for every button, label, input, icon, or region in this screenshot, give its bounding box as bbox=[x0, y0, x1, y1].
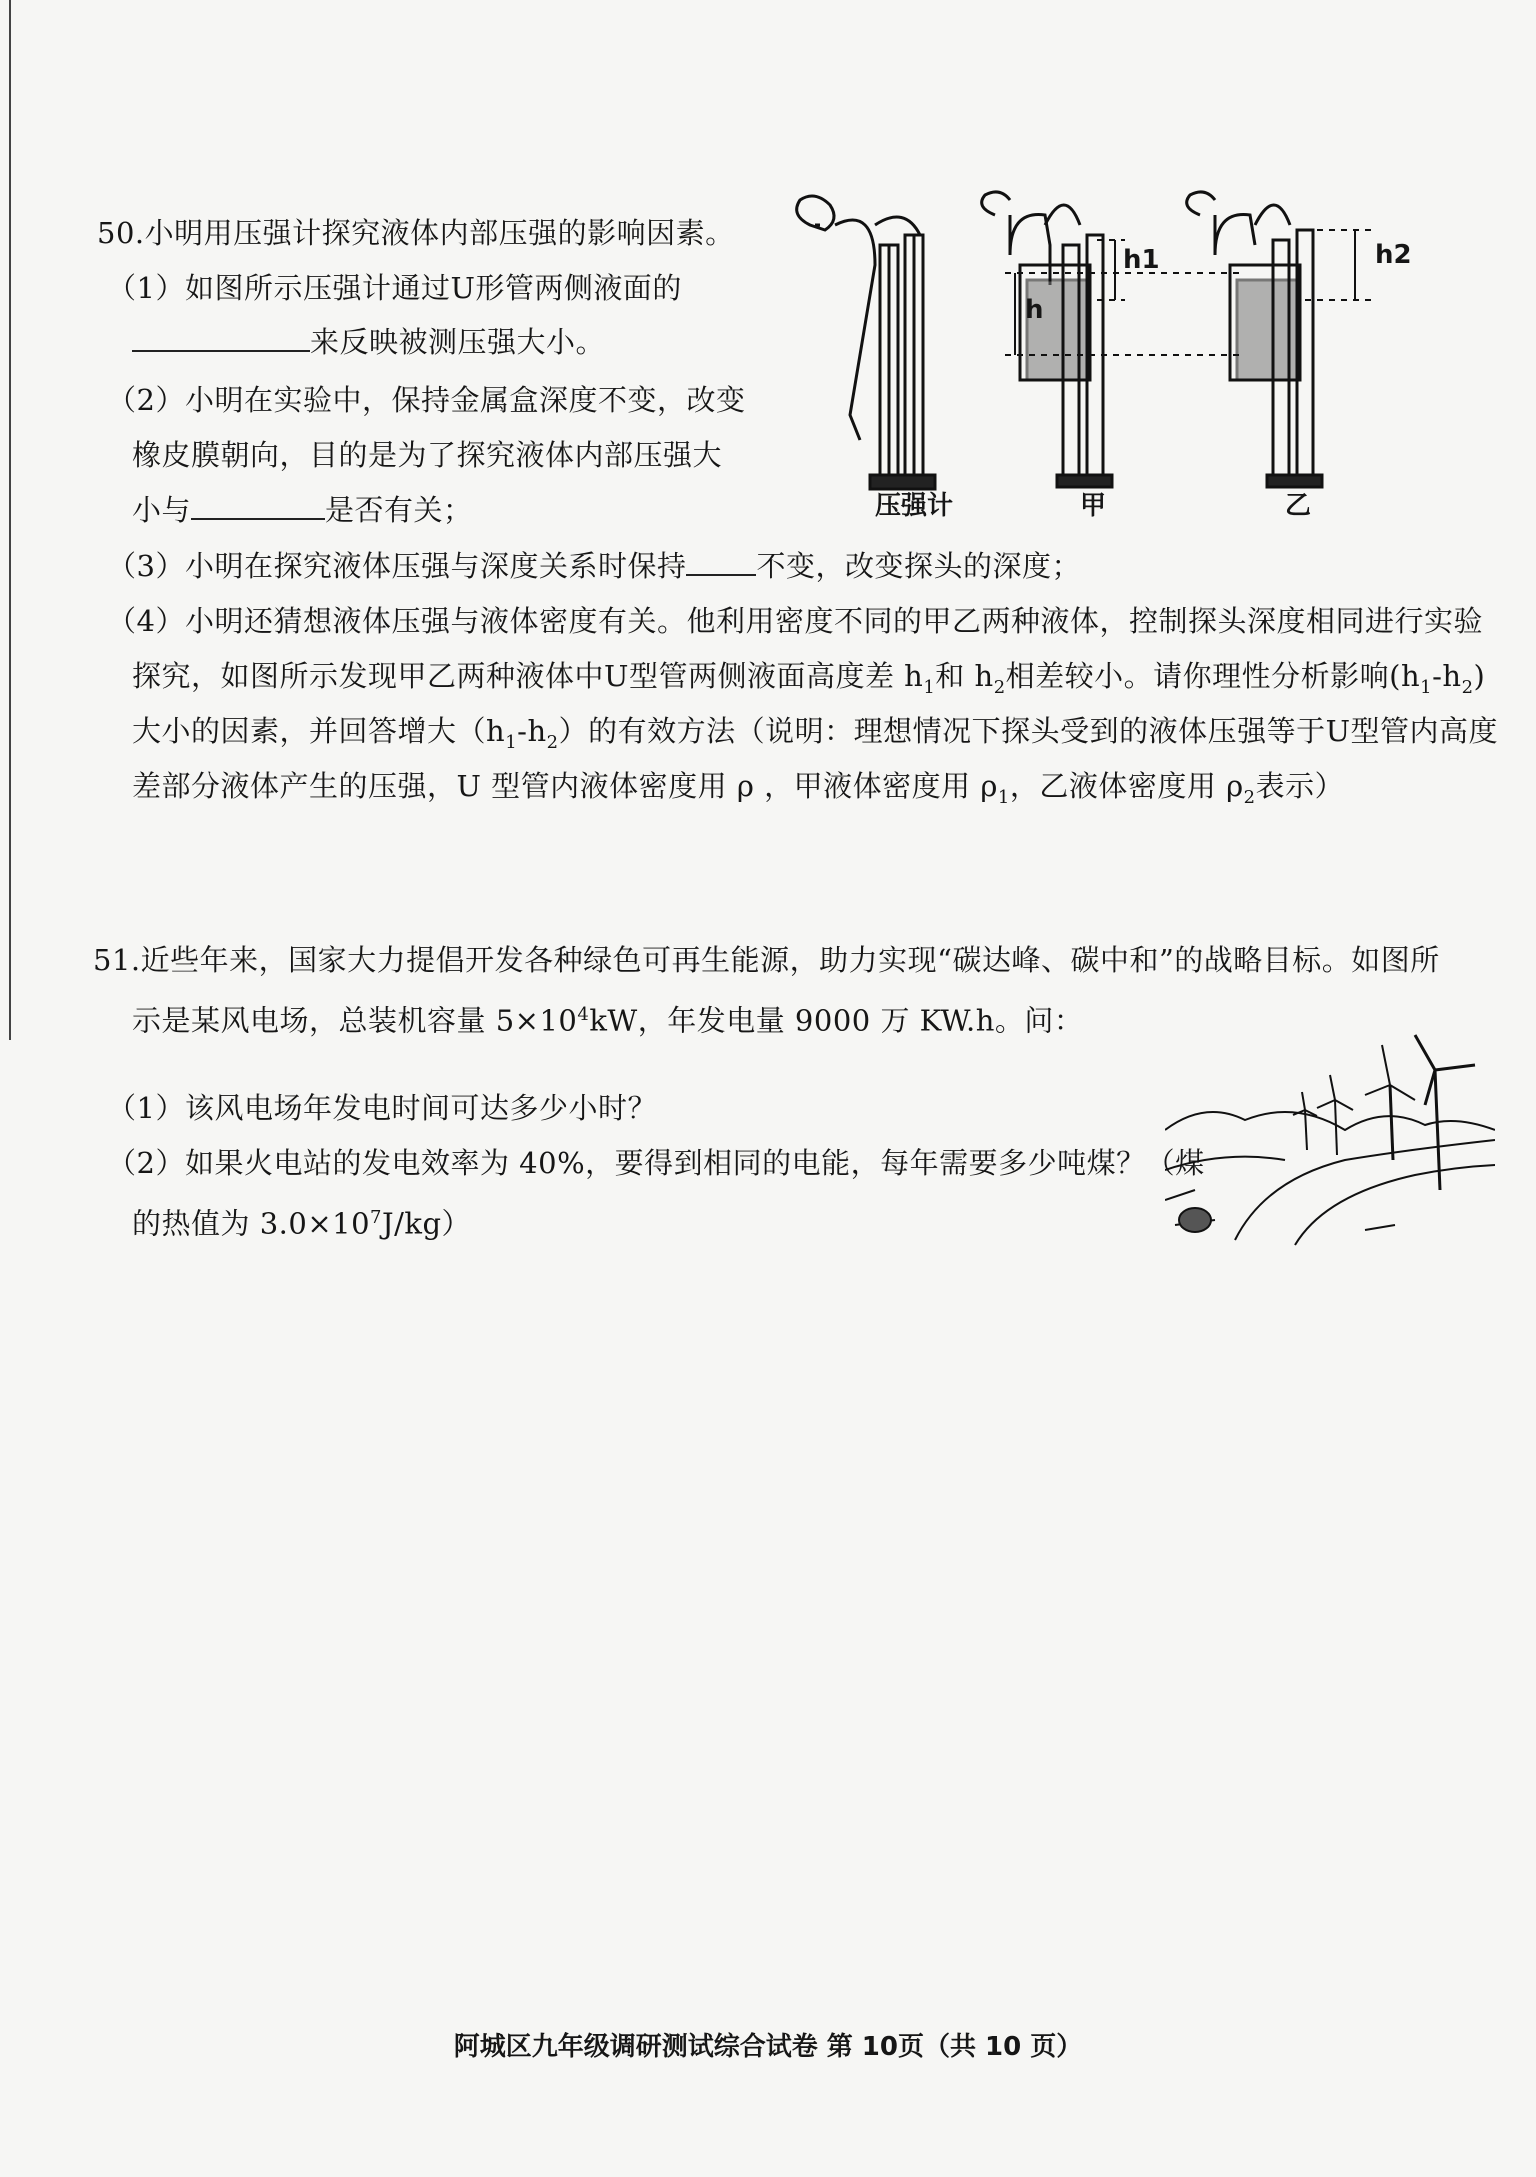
q50-part1: （1）如图所示压强计通过U形管两侧液面的 bbox=[107, 271, 682, 305]
q50-part4-cont3: 差部分液体产生的压强，U 型管内液体密度用 ρ ，甲液体密度用 $\rho_1$，乙液体密度用 $\rho_2$表示） bbox=[132, 769, 1345, 808]
q50-part1-cont: 来反映被测压强大小。 bbox=[132, 322, 605, 362]
label-jia: 甲 bbox=[1080, 491, 1107, 521]
q51-part2-cont: 的热值为 $3.0\times 10^7J/kg$） bbox=[132, 1206, 472, 1241]
q50-part4-cont: 探究，如图所示发现甲乙两种液体中U型管两侧液面高度差 $h_1$和 $h_2$相差较小。请你理性分析影响$(h_1-h_2)$ bbox=[132, 659, 1486, 698]
q50-part2-cont2: 小与 是否有关； bbox=[132, 490, 473, 530]
q51-part2: （2）如果火电站的发电效率为 40%，要得到相同的电能，每年需要多少吨煤？（煤 bbox=[107, 1146, 1205, 1180]
answer-blank-1[interactable] bbox=[132, 322, 310, 352]
page-footer: 阿城区九年级调研测试综合试卷 第 10页（共 10 页） bbox=[453, 2032, 1083, 2062]
q51-title-cont: 示是某风电场，总装机容量 $5\times 10^4kW$，年发电量 9000 万 KW.h。问： bbox=[132, 1003, 1084, 1038]
q51-title: 51.近些年来，国家大力提倡开发各种绿色可再生能源，助力实现“碳达峰、碳中和”的战略目标。如图所 bbox=[93, 943, 1440, 977]
q50-title: 50.小明用压强计探究液体内部压强的影响因素。 bbox=[97, 216, 735, 250]
wind-farm-figure bbox=[1165, 1030, 1495, 1250]
q50-part3: （3）小明在探究液体压强与深度关系时保持 不变，改变探头的深度； bbox=[107, 546, 1081, 586]
label-h: h bbox=[1025, 295, 1044, 325]
label-yi: 乙 bbox=[1285, 491, 1312, 521]
pressure-gauge-illustration bbox=[775, 185, 1475, 515]
q51-part1: （1）该风电场年发电时间可达多少小时？ bbox=[107, 1091, 657, 1125]
q50-part2: （2）小明在实验中，保持金属盒深度不变，改变 bbox=[107, 383, 746, 417]
q50-part2-cont: 橡皮膜朝向，目的是为了探究液体内部压强大 bbox=[132, 438, 723, 472]
q50-part4-cont2: 大小的因素，并回答增大$(h_1-h_2)$的有效方法（说明：理想情况下探头受到的液体压强等于U型管内高度 bbox=[132, 714, 1499, 753]
answer-blank-3[interactable] bbox=[686, 546, 756, 576]
label-h1: h1 bbox=[1123, 245, 1160, 275]
pressure-gauge-figure bbox=[775, 185, 1475, 521]
label-h2: h2 bbox=[1375, 240, 1412, 270]
binding-margin-line bbox=[9, 0, 11, 1040]
label-pressure-gauge: 压强计 bbox=[875, 491, 954, 521]
wind-farm-illustration bbox=[1165, 1030, 1495, 1250]
answer-blank-2[interactable] bbox=[191, 490, 325, 520]
q50-part4: （4）小明还猜想液体压强与液体密度有关。他利用密度不同的甲乙两种液体，控制探头深度相同进行实验 bbox=[107, 604, 1483, 638]
